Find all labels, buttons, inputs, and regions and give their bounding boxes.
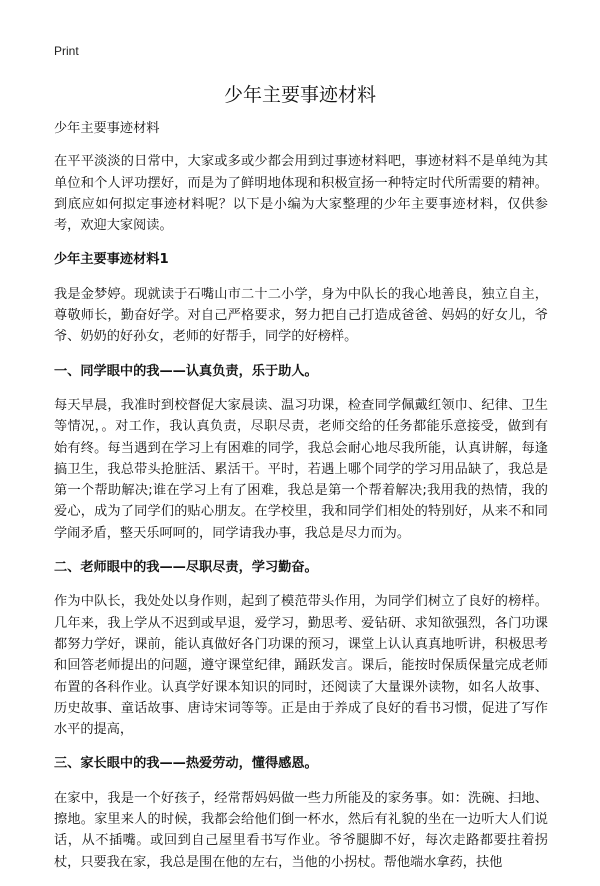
subsection-heading: 三、家长眼中的我——热爱劳动，懂得感恩。 [54,756,318,772]
body-paragraph: 我是金梦婷。现就读于石嘴山市二十二小学，身为中队长的我心地善良，独立自主，尊敬师长，勤奋好学。对自己严格要求，努力把自己打造成爸爸、妈妈的好女儿，爷爷、奶奶的好孙女，老师的好帮手，同学的好榜样。 [54,286,548,345]
body-paragraph: 作为中队长，我处处以身作则，起到了模范带头作用，为同学们树立了良好的榜样。几年来，我上学从不迟到或早退，爱学习，勤思考、爱钻研、求知欲强烈，各门功课都努力学好，课前，能认真做好各门功课的预习，课堂上认认真真地听讲，积极思考和回答老师提出的问题，遵守课堂纪律，踊跃发言。课后，能按时保质保量完成老师布置的各科作业。认真学好课本知识的同时，还阅读了大量课外读物，如名人故事、历史故事、童话故事、唐诗宋词等等。正是由于养成了良好的看书习惯，促进了写作水平的提高， [54,594,548,738]
body-paragraph: 每天早晨，我准时到校督促大家晨读、温习功课，检查同学佩戴红领巾、纪律、卫生等情况，。对工作，我认真负责，尽职尽责，老师交给的任务都能乐意接受，做到有始有终。每当遇到在学习上有困难的同学，我总会耐心地尽我所能，认真讲解，每逢搞卫生，我总带头抢脏活、累活干。平时，若遇上哪个同学的学习用品缺了，我总是第一个帮助解决;谁在学习上有了困难，我总是第一个帮着解决;我用我的热情，我的爱心，成为了同学们的贴心朋友。在学校里，我和同学们相处的特别好，从来不和同学闹矛盾，整天乐呵呵的，同学请我办事，我总是尽力而为。 [54,397,548,541]
subsection-heading: 一、同学眼中的我——认真负责，乐于助人。 [54,363,318,379]
intro-paragraph: 在平平淡淡的日常中，大家或多或少都会用到过事迹材料吧，事迹材料不是单纯为其单位和个人评功摆好，而是为了鲜明地体现和积极宣扬一种特定时代所需要的精神。到底应如何拟定事迹材料呢？以下是小编为大家整理的少年主要事迹材料，仅供参考，欢迎大家阅读。 [54,154,548,234]
page-title: 少年主要事迹材料 [223,84,376,106]
section-heading: 少年主要事迹材料1 [54,252,169,268]
article-subtitle: 少年主要事迹材料 [54,121,160,136]
article-body [54,118,548,886]
body-paragraph: 在家中，我是一个好孩子，经常帮妈妈做一些力所能及的家务事。如：洗碗、扫地、擦地。家里来人的时候，我都会给他们倒一杯水，然后有礼貌的坐在一边听大人们说话，从不插嘴。或回到自己屋里看书写作业。爷爷腿脚不好，每次走路都要拄着拐杖，只要我在家，我总是围在他的左右，当他的小拐杖。帮他端水拿药，扶他 [54,790,548,870]
print-link[interactable]: Print [54,44,79,58]
subsection-heading: 二、老师眼中的我——尽职尽责，学习勤奋。 [54,560,318,576]
